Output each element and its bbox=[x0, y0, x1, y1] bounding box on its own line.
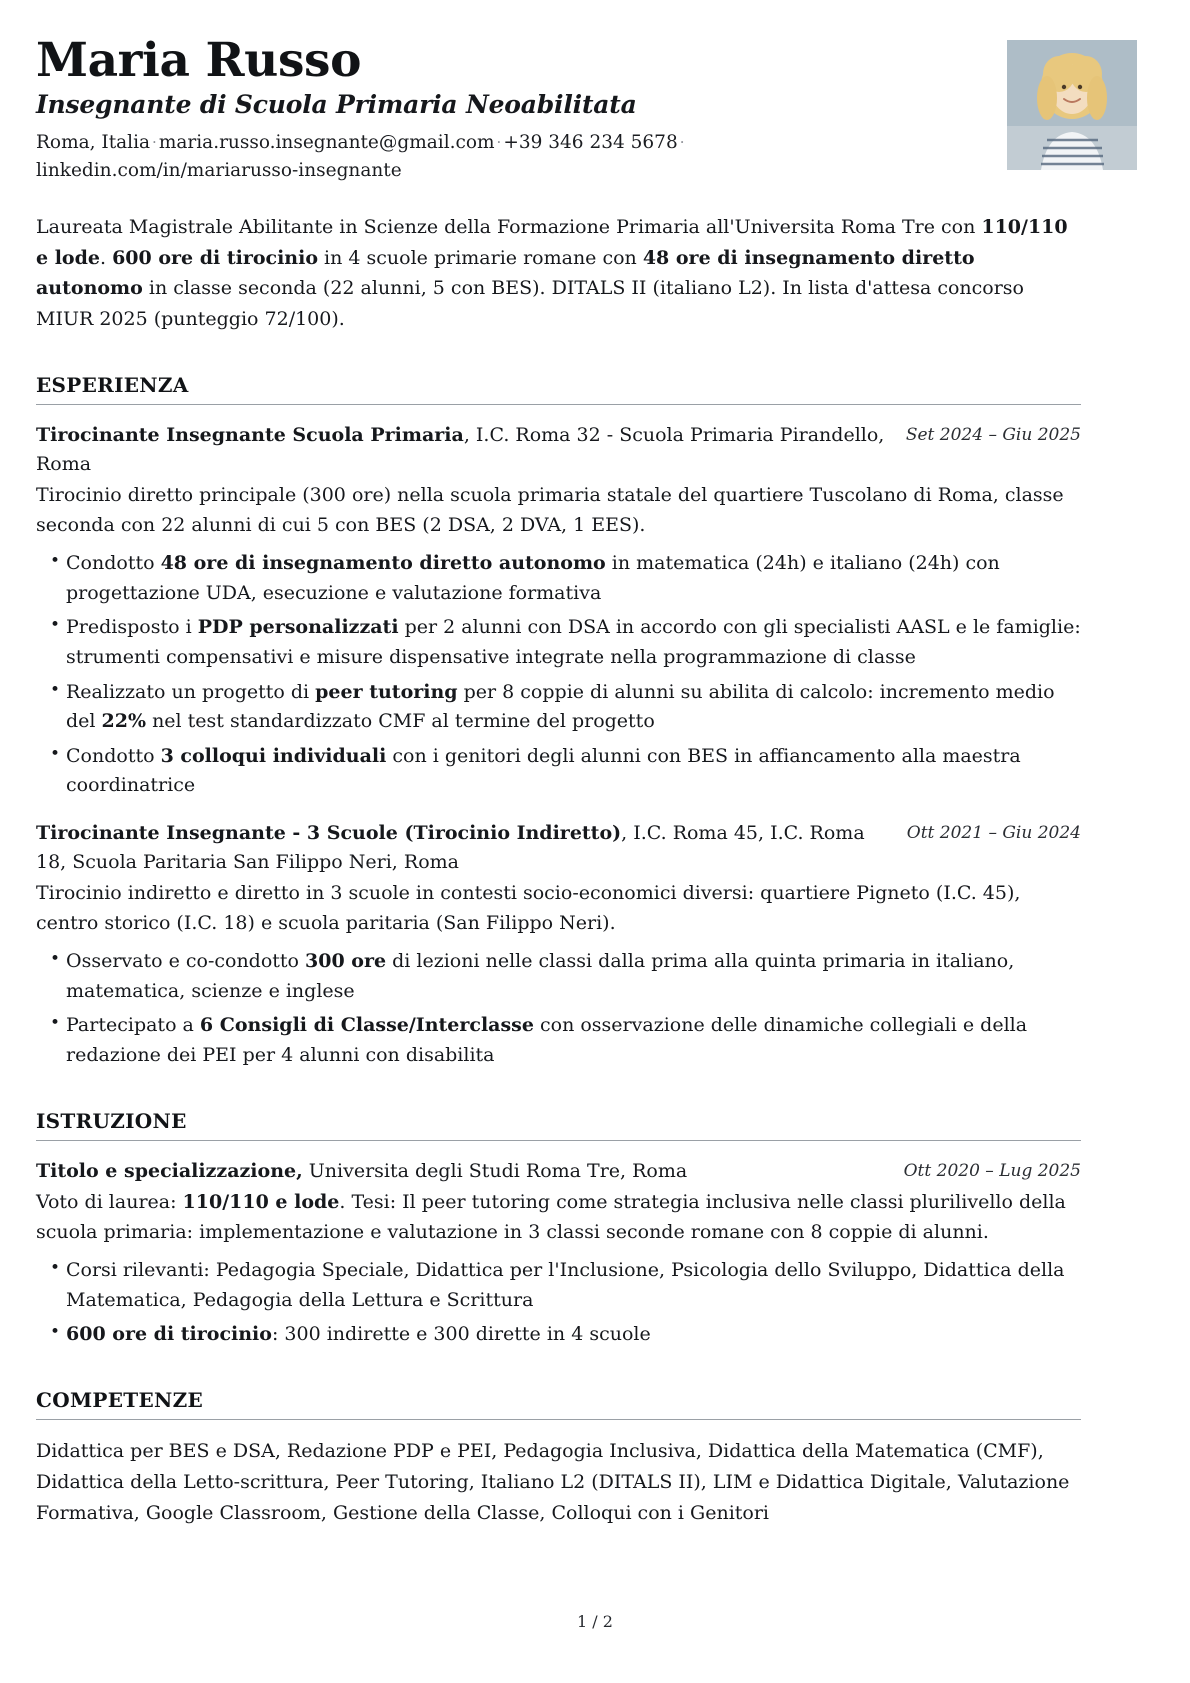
bullet-text: con i genitori degli alunni con BES in affiancamento alla maestra coordinatrice bbox=[66, 744, 1021, 797]
bullet-bold: 22% bbox=[101, 710, 147, 733]
bullet-text: Condotto bbox=[66, 552, 161, 575]
bullet-text: Condotto bbox=[66, 744, 161, 767]
description-text: Voto di laurea: bbox=[36, 1191, 183, 1214]
list-item bbox=[36, 549, 1081, 608]
summary-bold-3: 48 ore di insegnamento diretto autonomo bbox=[36, 246, 975, 300]
entry-bullet-list bbox=[36, 549, 1081, 801]
entry-description: Tirocinio indiretto e diretto in 3 scuole in contesti socio-economici diversi: quartiere Pigneto (I.C. 45), centro storico (I.C. 18) e scuola paritaria (San Filippo Neri). bbox=[36, 882, 1021, 935]
entry-header bbox=[36, 421, 1081, 478]
list-item bbox=[36, 1256, 1081, 1315]
entry-organization: Universita degli Studi Roma Tre, Roma bbox=[302, 1159, 688, 1182]
contact-separator-icon: · bbox=[152, 132, 157, 151]
skills-text: Didattica per BES e DSA, Redazione PDP e PEI, Pedagogia Inclusiva, Didattica della Matematica (CMF), Didattica della Letto-scrittura, Peer Tutoring, Italiano L2 (DITALS II), LIM e Didattica Digitale, Valutazione Formativa, Google Classroom, Gestione della Classe, Colloqui con i Genitori bbox=[36, 1439, 1070, 1524]
professional-summary bbox=[36, 212, 1081, 335]
summary-text-3: in 4 scuole primarie romane con bbox=[318, 246, 643, 269]
list-item bbox=[36, 1011, 1081, 1070]
summary-bold-1: 110/110 e lode bbox=[36, 215, 1068, 269]
bullet-text: di lezioni nelle classi dalla prima alla quinta primaria in italiano, matematica, scienze e inglese bbox=[66, 950, 1015, 1002]
summary-text-1: Laureata Magistrale Abilitante in Scienze della Formazione Primaria all'Universita Roma Tre con bbox=[36, 215, 982, 238]
entry-title bbox=[36, 1157, 886, 1186]
section-skills bbox=[36, 1388, 1081, 1528]
entry-organization: , I.C. Roma 45, I.C. Roma 18, Scuola Paritaria San Filippo Neri, Roma bbox=[36, 822, 865, 873]
section-title-experience: ESPERIENZA bbox=[36, 373, 189, 397]
avatar bbox=[1007, 40, 1137, 170]
bullet-text: Realizzato un progetto di bbox=[66, 680, 316, 703]
section-divider bbox=[36, 1419, 1081, 1420]
description-text: . Tesi: Il peer tutoring come strategia inclusiva nelle classi plurilivello della scuola primaria: implementazione e valutazione in 3 classi seconde romane con 8 coppie di alunni. bbox=[36, 1191, 1066, 1244]
page-footer bbox=[0, 1612, 1190, 1631]
bullet-bold: PDP personalizzati bbox=[197, 616, 399, 639]
contact-location: Roma, Italia bbox=[36, 131, 151, 153]
section-divider bbox=[36, 1140, 1081, 1141]
experience-entry bbox=[36, 421, 1081, 801]
entry-header bbox=[36, 1157, 1081, 1186]
list-item bbox=[36, 1320, 1081, 1350]
professional-subtitle: Insegnante di Scuola Primaria Neoabilitata bbox=[36, 90, 637, 120]
contact-email[interactable]: maria.russo.insegnante@gmail.com bbox=[158, 131, 495, 153]
contact-separator-icon: · bbox=[496, 132, 502, 151]
section-title-education: ISTRUZIONE bbox=[36, 1108, 187, 1133]
education-entry bbox=[36, 1157, 1081, 1350]
bullet-text: Partecipato a bbox=[66, 1014, 200, 1037]
bullet-text: Osservato e co-condotto bbox=[66, 950, 306, 973]
list-item bbox=[36, 613, 1081, 672]
profile-photo-illustration bbox=[1007, 40, 1137, 170]
page-title: Maria Russo bbox=[36, 33, 362, 88]
contact-linkedin[interactable]: linkedin.com/in/mariarusso-insegnante bbox=[36, 160, 402, 182]
bullet-text: Predisposto i bbox=[66, 616, 198, 639]
bullet-text: per 8 coppie di alunni su abilita di calcolo: incremento medio del bbox=[66, 680, 1055, 733]
summary-text-2: . bbox=[99, 246, 113, 269]
list-item bbox=[36, 678, 1081, 737]
bullet-bold: 600 ore di tirocinio bbox=[66, 1323, 272, 1346]
entry-date-range: Ott 2021 – Giu 2024 bbox=[906, 823, 1081, 844]
entry-date-range: Ott 2020 – Lug 2025 bbox=[903, 1160, 1081, 1181]
section-title-skills: COMPETENZE bbox=[36, 1387, 204, 1412]
bullet-text: in matematica (24h) e italiano (24h) con progettazione UDA, esecuzione e valutazione formativa bbox=[66, 552, 1000, 604]
entry-role: Tirocinante Insegnante - 3 Scuole (Tirocinio Indiretto) bbox=[36, 822, 622, 845]
bullet-text: nel test standardizzato CMF al termine del progetto bbox=[146, 710, 655, 733]
entry-description bbox=[36, 1187, 1081, 1247]
bullet-bold: 3 colloqui individuali bbox=[160, 744, 387, 767]
description-bold: 110/110 e lode bbox=[182, 1191, 340, 1214]
page-number: 1 / 2 bbox=[577, 1612, 613, 1631]
bullet-text: Corsi rilevanti: Pedagogia Speciale, Didattica per l'Inclusione, Psicologia dello Sviluppo, Didattica della Matematica, Pedagogia della Lettura e Scrittura bbox=[66, 1259, 1065, 1311]
entry-role: Titolo e specializzazione, bbox=[36, 1159, 303, 1182]
bullet-text: : 300 indirette e 300 dirette in 4 scuole bbox=[271, 1323, 651, 1346]
entry-description: Tirocinio diretto principale (300 ore) nella scuola primaria statale del quartiere Tuscolano di Roma, classe seconda con 22 alunni di cui 5 con BES (2 DSA, 2 DVA, 1 EES). bbox=[36, 484, 1064, 537]
entry-role: Tirocinante Insegnante Scuola Primaria bbox=[36, 424, 464, 446]
section-divider bbox=[36, 404, 1081, 405]
list-item bbox=[36, 947, 1081, 1006]
entry-title bbox=[36, 819, 889, 876]
section-education bbox=[36, 1109, 1081, 1350]
bullet-bold: peer tutoring bbox=[315, 680, 458, 703]
entry-bullet-list bbox=[36, 1256, 1081, 1350]
experience-entry bbox=[36, 819, 1081, 1071]
section-experience bbox=[36, 373, 1081, 1071]
contact-line bbox=[36, 129, 916, 186]
entry-title bbox=[36, 421, 888, 478]
entry-header bbox=[36, 819, 1081, 876]
bullet-text: per 2 alunni con DSA in accordo con gli specialisti AASL e le famiglie: strumenti compensativi e misure dispensative integrate nella programmazione di classe bbox=[66, 616, 1081, 668]
entry-bullet-list bbox=[36, 947, 1081, 1071]
bullet-bold: 300 ore bbox=[305, 950, 387, 973]
bullet-bold: 48 ore di insegnamento diretto autonomo bbox=[160, 552, 606, 575]
bullet-text: con osservazione delle dinamiche collegiali e della redazione dei PEI per 4 alunni con disabilita bbox=[66, 1014, 1028, 1066]
summary-bold-2: 600 ore di tirocinio bbox=[112, 246, 319, 269]
resume-header bbox=[36, 33, 1081, 186]
entry-date-range: Set 2024 – Giu 2025 bbox=[905, 425, 1081, 445]
bullet-bold: 6 Consigli di Classe/Interclasse bbox=[199, 1014, 534, 1037]
entry-organization: , I.C. Roma 32 - Scuola Primaria Pirandello, Roma bbox=[36, 424, 885, 475]
summary-text-4: in classe seconda (22 alunni, 5 con BES). DITALS II (italiano L2). In lista d'attesa concorso MIUR 2025 (punteggio 72/100). bbox=[36, 277, 1024, 331]
contact-phone[interactable]: +39 346 234 5678 bbox=[503, 131, 678, 153]
contact-separator-icon: · bbox=[679, 132, 685, 151]
list-item bbox=[36, 742, 1081, 801]
